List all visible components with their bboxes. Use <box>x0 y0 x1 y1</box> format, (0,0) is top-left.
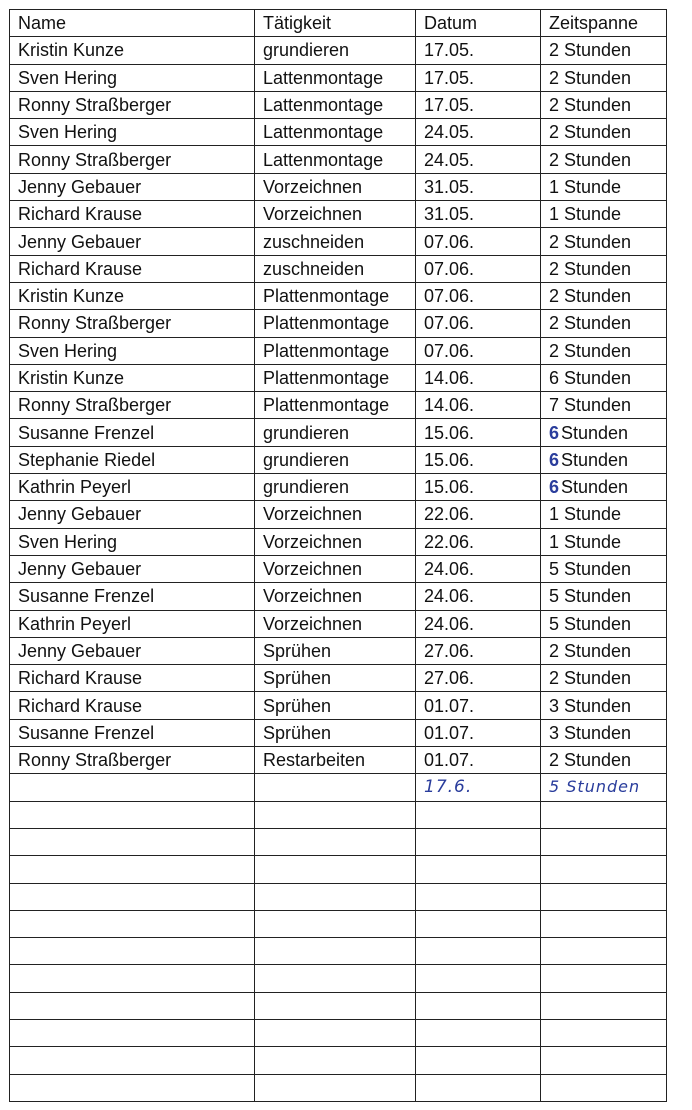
empty-cell <box>416 1047 541 1074</box>
cell-name: Ronny Straßberger <box>10 310 255 337</box>
handwritten-duration: 5 Stunden <box>541 774 667 801</box>
empty-cell <box>255 965 416 992</box>
cell-date: 07.06. <box>416 310 541 337</box>
empty-cell <box>255 1019 416 1046</box>
cell-duration: 2 Stunden <box>541 747 667 774</box>
table-row <box>10 119 667 146</box>
cell-activity: Plattenmontage <box>255 310 416 337</box>
empty-cell <box>541 856 667 883</box>
empty-cell <box>541 1019 667 1046</box>
empty-cell <box>416 992 541 1019</box>
empty-cell <box>10 801 255 828</box>
cell-duration: 5 Stunden <box>541 610 667 637</box>
duration-unit: Stunden <box>561 477 629 498</box>
table-row <box>10 64 667 91</box>
cell-name: Ronny Straßberger <box>10 91 255 118</box>
cell-activity: Plattenmontage <box>255 282 416 309</box>
empty-cell <box>10 856 255 883</box>
cell-date: 01.07. <box>416 719 541 746</box>
empty-cell <box>541 1074 667 1101</box>
cell-activity: Lattenmontage <box>255 64 416 91</box>
empty-cell <box>10 938 255 965</box>
cell-date: 24.05. <box>416 146 541 173</box>
table-row <box>10 583 667 610</box>
empty-cell <box>255 1074 416 1101</box>
cell-name: Jenny Gebauer <box>10 637 255 664</box>
cell-activity: Sprühen <box>255 719 416 746</box>
empty-cell <box>10 1047 255 1074</box>
empty-cell <box>541 1047 667 1074</box>
cell-date: 17.05. <box>416 91 541 118</box>
empty-row <box>10 856 667 883</box>
cell-date: 24.05. <box>416 119 541 146</box>
cell-date: 07.06. <box>416 228 541 255</box>
table-row <box>10 255 667 282</box>
cell-date: 24.06. <box>416 583 541 610</box>
cell-duration: 3 Stunden <box>541 692 667 719</box>
table-row <box>10 282 667 309</box>
empty-row <box>10 910 667 937</box>
cell-duration: 1 Stunde <box>541 528 667 555</box>
table-row <box>10 392 667 419</box>
cell-activity: Lattenmontage <box>255 119 416 146</box>
cell-name: Jenny Gebauer <box>10 173 255 200</box>
cell-name: Jenny Gebauer <box>10 501 255 528</box>
cell-duration: 2 Stunden <box>541 637 667 664</box>
cell-activity: grundieren <box>255 474 416 501</box>
table-row <box>10 474 667 501</box>
empty-cell <box>416 938 541 965</box>
table-row <box>10 528 667 555</box>
empty-cell <box>541 883 667 910</box>
cell-activity: zuschneiden <box>255 255 416 282</box>
empty-cell <box>255 856 416 883</box>
cell-activity: Plattenmontage <box>255 337 416 364</box>
table-row <box>10 419 667 446</box>
table-row <box>10 665 667 692</box>
table-row <box>10 337 667 364</box>
empty-row <box>10 828 667 855</box>
empty-row <box>10 1047 667 1074</box>
empty-cell <box>416 856 541 883</box>
cell-date: 24.06. <box>416 555 541 582</box>
empty-row <box>10 938 667 965</box>
cell-duration: 1 Stunde <box>541 501 667 528</box>
table-row <box>10 310 667 337</box>
handwritten-correction: 6 <box>549 477 560 498</box>
cell-name: Kathrin Peyerl <box>10 610 255 637</box>
cell-date: 17.05. <box>416 37 541 64</box>
cell-activity: Vorzeichnen <box>255 501 416 528</box>
cell-name: Sven Hering <box>10 528 255 555</box>
cell-activity: grundieren <box>255 446 416 473</box>
cell-date: 14.06. <box>416 392 541 419</box>
cell-activity: Plattenmontage <box>255 392 416 419</box>
cell-activity <box>255 774 416 801</box>
cell-activity: zuschneiden <box>255 228 416 255</box>
cell-duration: 2 Stunden <box>541 119 667 146</box>
cell-date: 14.06. <box>416 364 541 391</box>
empty-cell <box>541 801 667 828</box>
empty-cell <box>255 828 416 855</box>
table-row <box>10 747 667 774</box>
cell-activity: Plattenmontage <box>255 364 416 391</box>
cell-name: Ronny Straßberger <box>10 146 255 173</box>
cell-duration: 2 Stunden <box>541 91 667 118</box>
cell-date: 15.06. <box>416 446 541 473</box>
empty-cell <box>541 910 667 937</box>
cell-name: Sven Hering <box>10 337 255 364</box>
cell-date: 24.06. <box>416 610 541 637</box>
cell-date: 01.07. <box>416 747 541 774</box>
empty-cell <box>255 883 416 910</box>
cell-duration: 6 Stunden <box>541 364 667 391</box>
empty-cell <box>255 1047 416 1074</box>
cell-activity: Vorzeichnen <box>255 610 416 637</box>
cell-duration: 2 Stunden <box>541 228 667 255</box>
cell-date: 27.06. <box>416 665 541 692</box>
empty-cell <box>416 883 541 910</box>
table-row <box>10 692 667 719</box>
cell-duration: 2 Stunden <box>541 255 667 282</box>
empty-cell <box>541 992 667 1019</box>
cell-activity: Vorzeichnen <box>255 555 416 582</box>
cell-activity: grundieren <box>255 419 416 446</box>
cell-duration: 7 Stunden <box>541 392 667 419</box>
cell-activity: Sprühen <box>255 692 416 719</box>
empty-row <box>10 992 667 1019</box>
cell-duration: 1 Stunde <box>541 201 667 228</box>
cell-activity: Vorzeichnen <box>255 528 416 555</box>
cell-name: Richard Krause <box>10 201 255 228</box>
cell-activity: grundieren <box>255 37 416 64</box>
cell-date: 01.07. <box>416 692 541 719</box>
table-row <box>10 446 667 473</box>
cell-date: 07.06. <box>416 337 541 364</box>
cell-activity: Lattenmontage <box>255 146 416 173</box>
empty-cell <box>10 965 255 992</box>
table-row <box>10 228 667 255</box>
cell-duration: 3 Stunden <box>541 719 667 746</box>
cell-name: Richard Krause <box>10 665 255 692</box>
cell-activity: Lattenmontage <box>255 91 416 118</box>
cell-name: Ronny Straßberger <box>10 392 255 419</box>
handwritten-date: 17.6. <box>416 774 541 801</box>
cell-duration: 2 Stunden <box>541 282 667 309</box>
empty-cell <box>255 910 416 937</box>
cell-name: Sven Hering <box>10 64 255 91</box>
cell-date: 22.06. <box>416 528 541 555</box>
empty-row <box>10 883 667 910</box>
empty-cell <box>10 1019 255 1046</box>
cell-activity: Restarbeiten <box>255 747 416 774</box>
table-row <box>10 173 667 200</box>
cell-activity: Vorzeichnen <box>255 173 416 200</box>
cell-date: 31.05. <box>416 173 541 200</box>
cell-date: 27.06. <box>416 637 541 664</box>
empty-cell <box>416 1074 541 1101</box>
cell-activity: Vorzeichnen <box>255 201 416 228</box>
table-row <box>10 555 667 582</box>
empty-cell <box>541 828 667 855</box>
empty-cell <box>255 992 416 1019</box>
header-date: Datum <box>416 10 541 37</box>
duration-unit: Stunden <box>561 449 629 470</box>
table-row <box>10 364 667 391</box>
cell-duration <box>541 419 667 446</box>
empty-cell <box>416 910 541 937</box>
cell-duration: 2 Stunden <box>541 64 667 91</box>
cell-date: 07.06. <box>416 255 541 282</box>
cell-date: 15.06. <box>416 419 541 446</box>
table-row <box>10 501 667 528</box>
cell-name: Ronny Straßberger <box>10 747 255 774</box>
empty-cell <box>10 992 255 1019</box>
cell-activity: Sprühen <box>255 637 416 664</box>
cell-duration: 2 Stunden <box>541 337 667 364</box>
table-row <box>10 146 667 173</box>
empty-cell <box>416 801 541 828</box>
cell-name: Kristin Kunze <box>10 282 255 309</box>
cell-duration: 5 Stunden <box>541 555 667 582</box>
cell-date: 07.06. <box>416 282 541 309</box>
cell-name: Jenny Gebauer <box>10 228 255 255</box>
header-duration: Zeitspanne <box>541 10 667 37</box>
table-row <box>10 719 667 746</box>
table-row <box>10 91 667 118</box>
empty-cell <box>255 801 416 828</box>
empty-cell <box>416 828 541 855</box>
empty-cell <box>255 938 416 965</box>
cell-duration: 1 Stunde <box>541 173 667 200</box>
empty-cell <box>10 828 255 855</box>
cell-duration <box>541 474 667 501</box>
cell-name: Kristin Kunze <box>10 364 255 391</box>
cell-date: 22.06. <box>416 501 541 528</box>
empty-cell <box>10 910 255 937</box>
cell-duration <box>541 446 667 473</box>
cell-duration: 2 Stunden <box>541 665 667 692</box>
cell-activity: Sprühen <box>255 665 416 692</box>
cell-duration: 2 Stunden <box>541 37 667 64</box>
empty-cell <box>541 938 667 965</box>
table-row <box>10 610 667 637</box>
duration-unit: Stunden <box>561 422 629 443</box>
cell-date: 17.05. <box>416 64 541 91</box>
empty-cell <box>416 965 541 992</box>
cell-activity: Vorzeichnen <box>255 583 416 610</box>
cell-name <box>10 774 255 801</box>
cell-duration: 5 Stunden <box>541 583 667 610</box>
cell-date: 31.05. <box>416 201 541 228</box>
cell-name: Sven Hering <box>10 119 255 146</box>
empty-cell <box>10 1074 255 1101</box>
handwritten-correction: 6 <box>549 422 560 443</box>
cell-duration: 2 Stunden <box>541 310 667 337</box>
cell-duration: 2 Stunden <box>541 146 667 173</box>
empty-cell <box>541 965 667 992</box>
cell-name: Susanne Frenzel <box>10 719 255 746</box>
document-sheet <box>9 9 667 1102</box>
cell-name: Richard Krause <box>10 692 255 719</box>
cell-name: Susanne Frenzel <box>10 419 255 446</box>
empty-cell <box>416 1019 541 1046</box>
empty-cell <box>10 883 255 910</box>
empty-row <box>10 1019 667 1046</box>
cell-name: Kristin Kunze <box>10 37 255 64</box>
empty-row <box>10 1074 667 1101</box>
table-row <box>10 37 667 64</box>
header-row <box>10 10 667 37</box>
handwritten-row <box>10 774 667 801</box>
header-name: Name <box>10 10 255 37</box>
table-row <box>10 201 667 228</box>
cell-name: Jenny Gebauer <box>10 555 255 582</box>
cell-date: 15.06. <box>416 474 541 501</box>
empty-row <box>10 965 667 992</box>
cell-name: Stephanie Riedel <box>10 446 255 473</box>
handwritten-correction: 6 <box>549 449 560 470</box>
cell-name: Susanne Frenzel <box>10 583 255 610</box>
cell-name: Kathrin Peyerl <box>10 474 255 501</box>
cell-name: Richard Krause <box>10 255 255 282</box>
work-log-table <box>9 9 667 1102</box>
empty-row <box>10 801 667 828</box>
header-activity: Tätigkeit <box>255 10 416 37</box>
table-row <box>10 637 667 664</box>
